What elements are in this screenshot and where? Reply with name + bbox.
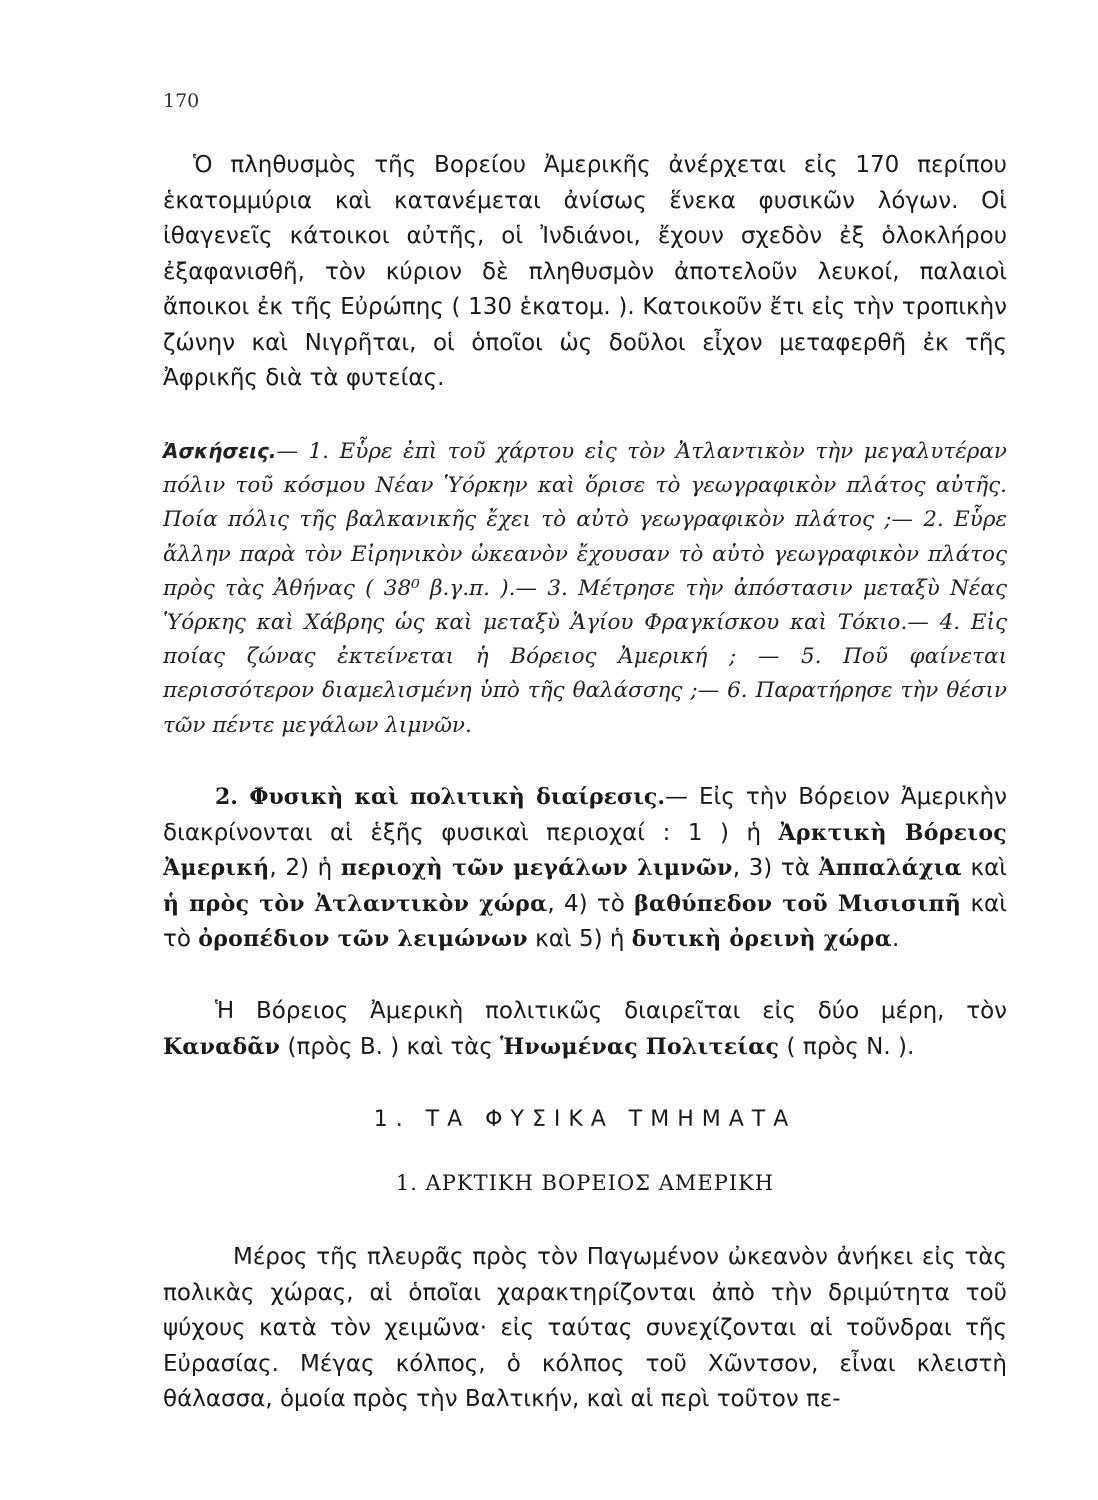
division-text-3: , 3) τὰ	[732, 855, 819, 881]
division-text-1: — Εἰς τὴν Βόρειον Ἀμερικὴν διακρίνονται αἱ ἑξῆς φυσικαὶ περιοχαί : 1 ) ἡ	[163, 784, 1007, 846]
population-paragraph: Ὁ πληθυσμὸς τῆς Βορείου Ἀμερικῆς ἀνέρχεται εἰς 170 περίπου ἑκατομμύρια καὶ κατανέμεται ἀνίσως ἕνεκα φυσικῶν λόγων. Οἱ ἰθαγενεῖς κάτοικοι αὐτῆς, οἱ Ἰνδιάνοι, ἔχουν σχεδὸν ἐξ ὁλοκλήρου ἐξαφανισθῆ, τὸν κύριον δὲ πληθυσμὸν ἀποτελοῦν λευκοί, παλαιοὶ ἄποικοι ἐκ τῆς Εὐρώπης ( 130 ἑκατομ. ). Κατοικοῦν ἔτι εἰς τὴν τροπικὴν ζώνην καὶ Νιγρῆται, οἱ ὁποῖοι ὡς δοῦλοι εἶχον μεταφερθῆ ἐκ τῆς Ἀφρικῆς διὰ τὰ φυτείας.	[163, 152, 1007, 391]
region-appalachia: Ἀππαλάχια	[818, 855, 962, 881]
political-text-1: Ἡ Βόρειος Ἀμερικὴ πολιτικῶς διαιρεῖται εἰς δύο μέρη, τὸν	[215, 998, 1007, 1024]
division-heading: 2. Φυσικὴ καὶ πολιτικὴ διαίρεσις.	[215, 784, 665, 810]
division-text-7: καὶ 5) ἡ	[527, 926, 632, 952]
division-text-2: , 2) ἡ	[269, 855, 341, 881]
region-arctic: Ἀρκτικὴ Βόρειος Ἀμερική	[163, 819, 1007, 881]
political-text-2: (πρὸς Β. ) καὶ τὰς	[280, 1033, 501, 1060]
exercises-text: — 1. Εὗρε ἐπὶ τοῦ χάρτου εἰς τὸν Ἀτλαντικὸν τὴν μεγαλυτέραν πόλιν τοῦ κόσμου Νέαν Ὑόρκην καὶ ὅρισε τὸ γεωγραφικὸν πλάτος αὐτῆς. Ποία πόλις τῆς βαλκανικῆς ἔχει τὸ αὐτὸ γεωγραφικὸν πλάτος ;— 2. Εὗρε ἄλλην παρὰ τὸν Εἰρηνικὸν ὠκεανὸν ἔχουσαν τὸ αὐτὸ γεωγραφικὸν πλάτος πρὸς τὰς Ἀθήνας ( 38⁰ β.γ.π. ).— 3. Μέτρησε τὴν ἀπόστασιν μεταξὺ Νέας Ὑόρκης καὶ Χάβρης ὡς καὶ μεταξὺ Ἁγίου Φραγκίσκου καὶ Τόκιο.— 4. Εἰς ποίας ζώνας ἐκτείνεται ἡ Βόρειος Ἀμερική ; — 5. Ποῦ φαίνεται περισσότερον διαμελισμένη ὑπὸ τῆς θαλάσσης ;— 6. Παρατήρησε τὴν θέσιν τῶν πέντε μεγάλων λιμνῶν.	[163, 439, 1007, 738]
region-mississippi: βαθύπεδον τοῦ Μισισιπῆ	[634, 890, 962, 917]
arctic-paragraph: Μέρος τῆς πλευρᾶς πρὸς τὸν Παγωμένον ὠκεανὸν ἀνήκει εἰς τὰς πολικὰς χώρας, αἱ ὁποῖαι χαρακτηρίζονται ἀπὸ τὴν δριμύτητα τοῦ ψύχους κατὰ τὸν χειμῶνα· εἰς ταύτας συνεχίζονται αἱ τοῦνδραι τῆς Εὐρασίας. Μέγας κόλπος, ὁ κόλπος τοῦ Χῶντσον, εἶναι κλειστὴ θάλασσα, ὁμοία πρὸς τὴν Βαλτικήν, καὶ αἱ περὶ τοῦτον πε-	[163, 1244, 1007, 1412]
page-number: 170	[163, 90, 200, 112]
division-text-8: .	[891, 926, 900, 952]
country-united-states: Ἡνωμένας Πολιτείας	[500, 1033, 780, 1060]
division-text-5: , 4) τὸ	[547, 890, 635, 917]
subsection-title: 1. ΑΡΚΤΙΚΗ ΒΟΡΕΙΟΣ ΑΜΕΡΙΚΗ	[395, 1171, 775, 1195]
region-great-lakes: περιοχὴ τῶν μεγάλων λιμνῶν	[340, 855, 733, 881]
division-text-4: καὶ	[961, 855, 1008, 881]
political-text-3: ( πρὸς Ν. ).	[779, 1033, 915, 1060]
region-prairies: ὀροπέδιον τῶν λειμώνων	[198, 926, 528, 952]
region-western-mountains: δυτικὴ ὀρεινὴ χώρα	[631, 926, 892, 952]
region-atlantic: ἡ πρὸς τὸν Ἀτλαντικὸν χώρα	[163, 890, 548, 917]
division-paragraph	[163, 780, 1007, 958]
exercises-paragraph	[163, 434, 1007, 743]
division-text-6: καὶ τὸ	[163, 890, 1007, 952]
section-title: 1. ΤΑ ΦΥΣΙΚΑ ΤΜΗΜΑΤΑ	[373, 1107, 797, 1132]
political-paragraph	[163, 994, 1007, 1065]
exercises-heading: Ἀσκήσεις.	[163, 439, 277, 463]
country-canada: Καναδᾶν	[163, 1033, 281, 1060]
